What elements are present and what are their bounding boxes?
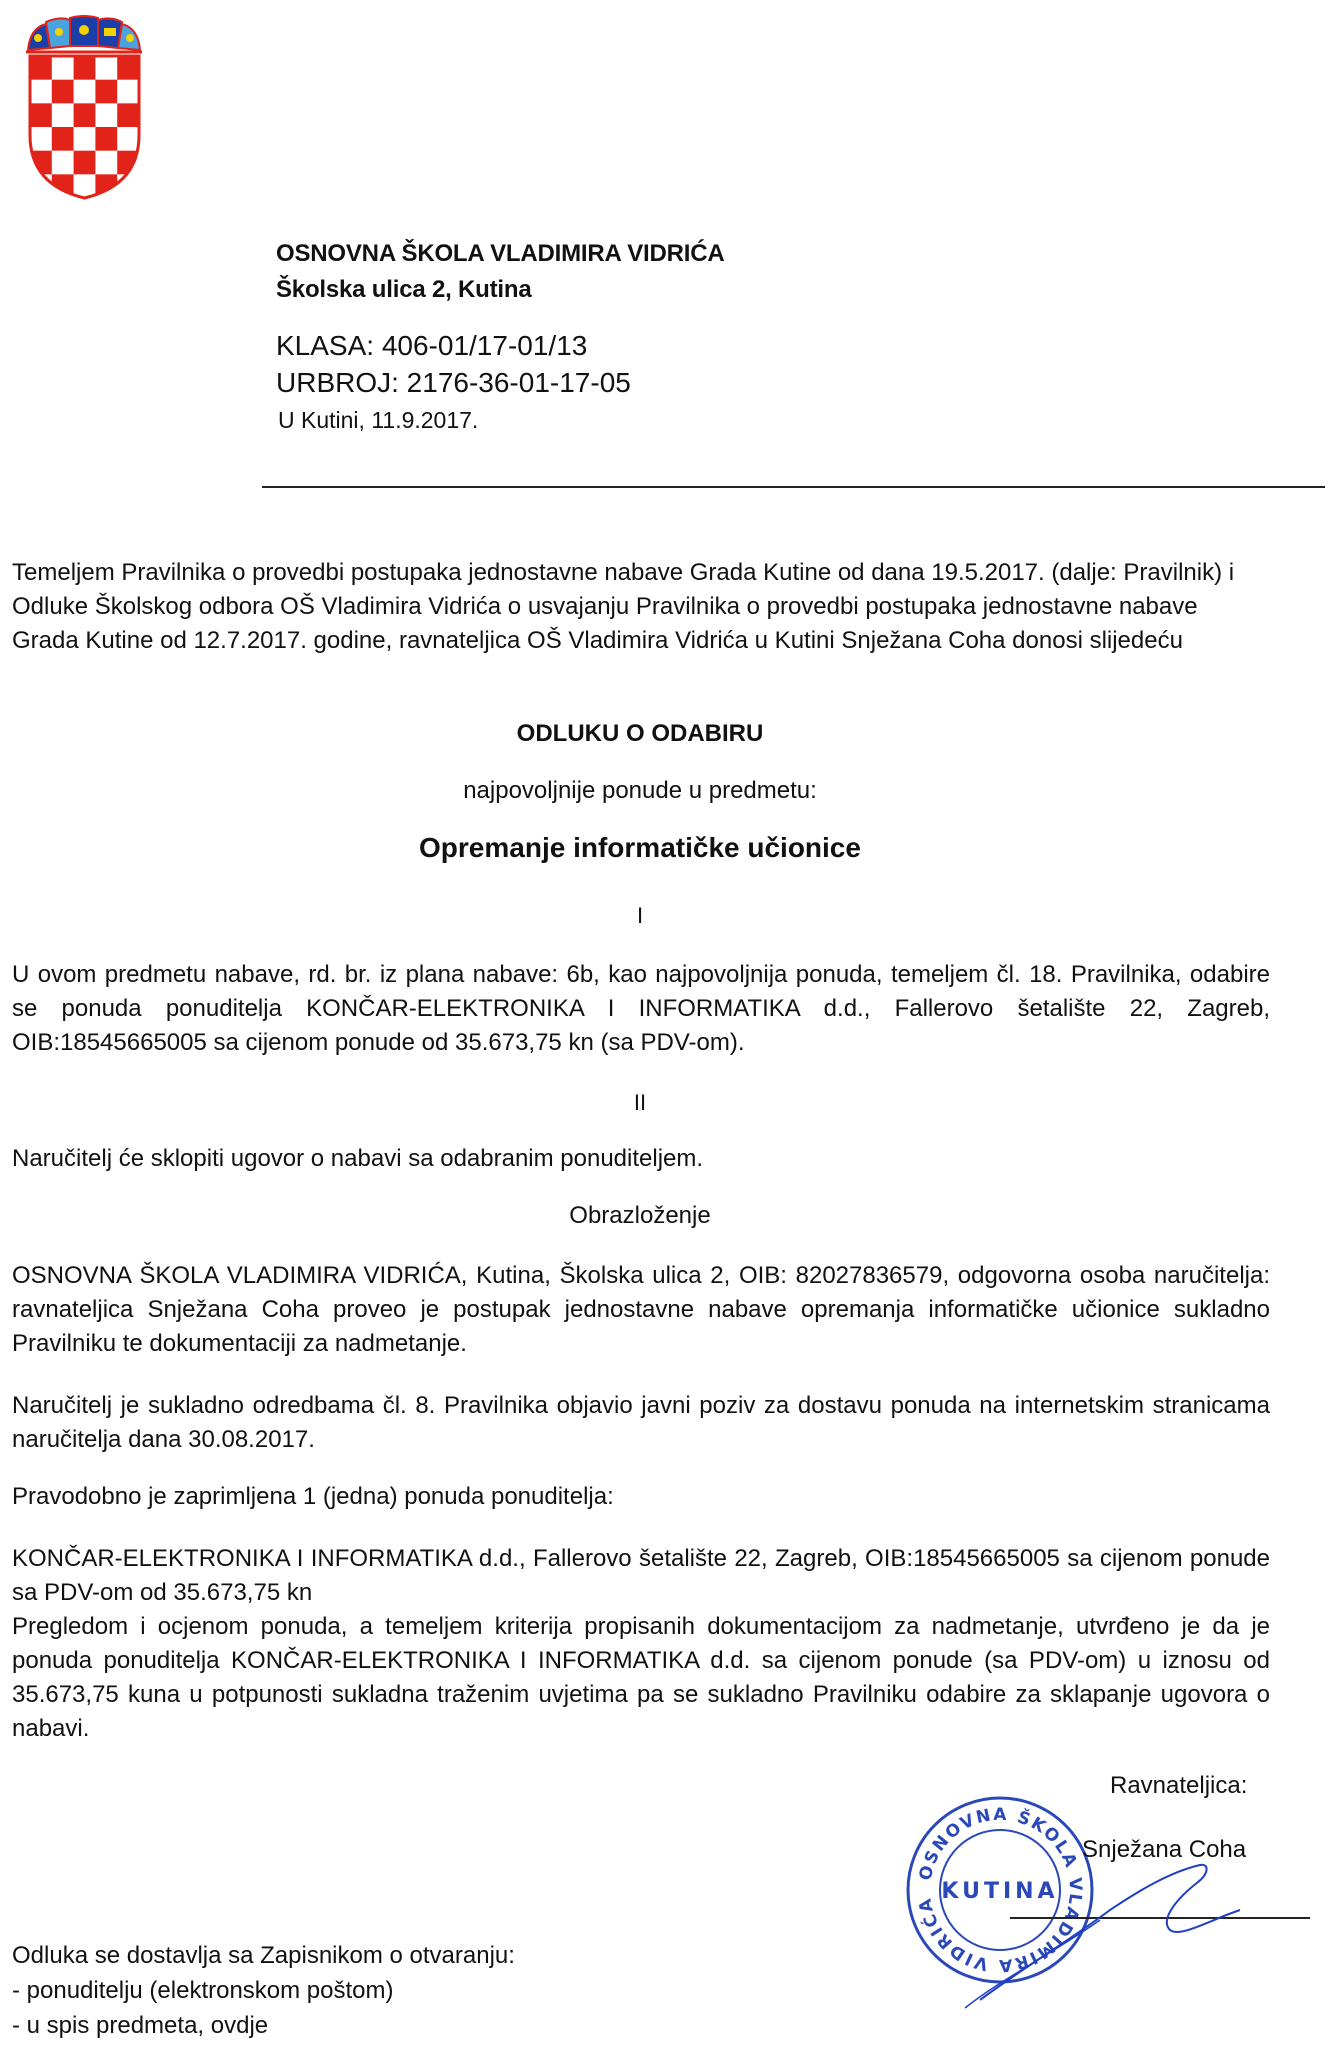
shield-square — [74, 103, 96, 127]
shield-square — [52, 127, 74, 151]
shield-square — [52, 151, 74, 175]
handwritten-signature — [960, 1860, 1260, 2010]
shield-square — [30, 127, 52, 151]
section-2-text: Naručitelj će sklopiti ugovor o nabavi sa odabranim ponuditeljem. — [12, 1145, 704, 1172]
decision-subject: Opremanje informatičke učionice — [419, 832, 861, 863]
section-1-text: U ovom predmetu nabave, rd. br. iz plana nabave: 6b, kao najpovoljnija ponuda, temeljem čl. 18. Pravilnika, odabire se ponuda ponuditelja KONČAR-ELEKTRONIKA I INFORMATIKA d.d., Fallerovo šetalište 22, Zagreb, OIB:18545665005 sa cijenom ponude od 35.673,75 kn (sa PDV-om). — [12, 961, 1270, 1056]
school-name: OSNOVNA ŠKOLA VLADIMIRA VIDRIĆA — [276, 240, 725, 267]
distribution-item: - u spis predmeta, ovdje — [12, 2012, 269, 2039]
crown-icon — [26, 16, 142, 52]
svg-text:OSNOVNA ŠKOLA VLADIMIRA VIDRIĆ: OSNOVNA ŠKOLA VLADIMIRA VIDRIĆA — [915, 1804, 1086, 1976]
reasoning-paragraph-3: Pravodobno je zaprimljena 1 (jedna) ponuda ponuditelja: — [12, 1483, 614, 1510]
urbroj-number: URBROJ: 2176-36-01-17-05 — [276, 367, 631, 398]
shield-square — [30, 174, 52, 198]
shield-square — [74, 56, 96, 80]
reasoning-paragraph-1: OSNOVNA ŠKOLA VLADIMIRA VIDRIĆA, Kutina, Školska ulica 2, OIB: 82027836579, odgovorna osoba naručitelja: ravnateljica Snježana Coha proveo je postupak jednostavne nabave opremanja informatičke učionice sukladno Pravilniku te dokumentaciji za nadmetanje. — [12, 1262, 1270, 1357]
shield-square — [74, 151, 96, 175]
reasoning-paragraph-5: Pregledom i ocjenom ponuda, a temeljem kriterija propisanih dokumentacijom za nadmetanje, utvrđeno je da je ponuda ponuditelja KONČAR-ELEKTRONIKA I INFORMATIKA d.d. sa cijenom ponude (sa PDV-om) u iznosu od 35.673,75 kuna u potpunosti sukladna traženim uvjetima pa se sukladno Pravilniku odabire za sklapanje ugovora o nabavi. — [12, 1613, 1270, 1742]
school-address: Školska ulica 2, Kutina — [276, 276, 532, 303]
intro-paragraph: Temeljem Pravilnika o provedbi postupaka jednostavne nabave Grada Kutine od dana 19.5.2017. (dalje: Pravilnik) i Odluke Školskog odbora OŠ Vladimira Vidrića o usvajanju Pravilnika o provedbi postupaka jednostavne nabave Grada Kutine od 12.7.2017. godine, ravnateljica OŠ Vladimira Vidrića u Kutini Snježana Coha donosi slijedeću — [12, 559, 1235, 654]
klasa-number: KLASA: 406-01/17-01/13 — [276, 330, 588, 361]
shield-square — [52, 103, 74, 127]
offer-details: KONČAR-ELEKTRONIKA I INFORMATIKA d.d., Fallerovo šetalište 22, Zagreb, OIB:18545665005 sa cijenom ponude sa PDV-om od 35.673,75 kn — [12, 1545, 1270, 1606]
place-date: U Kutini, 11.9.2017. — [278, 407, 479, 433]
distribution-item: - ponuditelju (elektronskom poštom) — [12, 1977, 394, 2004]
shield-square — [30, 56, 52, 80]
shield-square — [74, 80, 96, 104]
distribution-heading: Odluka se dostavlja sa Zapisnikom o otvaranju: — [12, 1942, 515, 1969]
shield-square — [117, 80, 139, 104]
shield-square — [95, 56, 117, 80]
shield-square — [30, 103, 52, 127]
shield-square — [52, 80, 74, 104]
svg-text:KUTINA: KUTINA — [941, 1879, 1059, 1904]
decision-title: ODLUKU O ODABIRU — [516, 720, 764, 747]
shield-square — [74, 127, 96, 151]
shield-square — [117, 127, 139, 151]
shield-square — [117, 103, 139, 127]
coat-of-arms-logo — [22, 10, 147, 200]
checkered-shield — [30, 56, 139, 198]
decision-subtitle: najpovoljnije ponude u predmetu: — [463, 777, 817, 804]
section-1-numeral: I — [636, 903, 644, 928]
header-divider — [262, 486, 1325, 488]
shield-square — [95, 80, 117, 104]
shield-square — [52, 56, 74, 80]
shield-square — [30, 80, 52, 104]
reasoning-heading: Obrazloženje — [569, 1202, 711, 1229]
shield-square — [117, 174, 139, 198]
reasoning-paragraph-2: Naručitelj je sukladno odredbama čl. 8. Pravilnika objavio javni poziv za dostavu ponuda na internetskim stranicama naručitelja dana 30.08.2017. — [12, 1392, 1270, 1453]
signatory-name: Snježana Coha — [1082, 1836, 1247, 1863]
shield-square — [117, 56, 139, 80]
signature-role: Ravnateljica: — [1110, 1772, 1248, 1799]
shield-square — [95, 151, 117, 175]
shield-square — [95, 103, 117, 127]
shield-square — [95, 127, 117, 151]
section-2-numeral: II — [633, 1090, 647, 1115]
